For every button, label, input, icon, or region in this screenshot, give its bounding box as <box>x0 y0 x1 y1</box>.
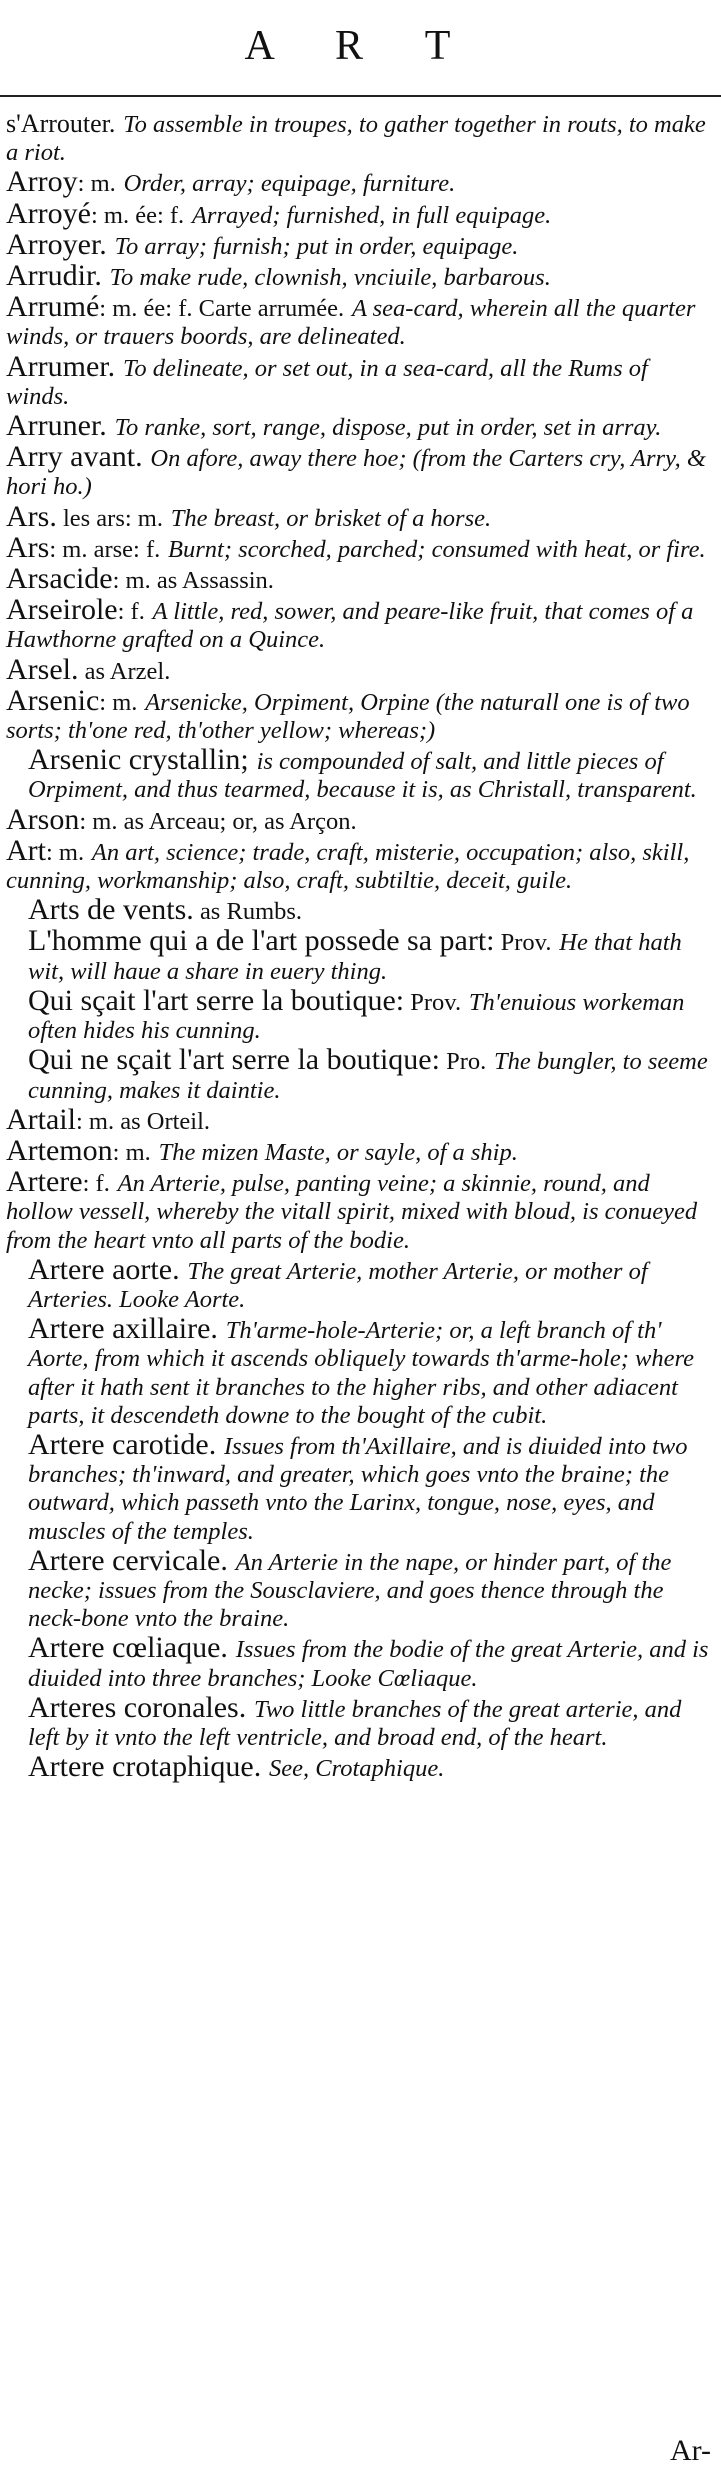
entry-definition: To delineate, or set out, in a sea-card, all the Rums of winds. <box>6 354 648 410</box>
entry-grammar: : m. as Orteil. <box>75 1107 211 1135</box>
entry-headword: s'Arrouter. <box>6 109 116 138</box>
entry-headword: Arroyé <box>6 196 91 230</box>
dictionary-entry <box>6 1102 712 1136</box>
entry-definition: Th'arme-hole-Arterie; or, a left branch of th' Aorte, from which it ascends obliquely towards th'arme-hole; where after it hath sent it branches to the higher ribs, and other adiacent parts, it descendeth downe to the bought of the cubit. <box>28 1317 694 1429</box>
entry-grammar: Pro. <box>439 1048 487 1076</box>
entry-grammar: : m. <box>112 1138 151 1166</box>
dictionary-entry <box>6 349 712 410</box>
entry-grammar: : f. <box>117 598 145 626</box>
dictionary-entry <box>6 562 712 596</box>
entry-definition: is compounded of salt, and little pieces of Orpiment, and thus tearmed, because it is, as Christall, transparent. <box>28 748 697 804</box>
entry-headword: Artere aorte. <box>28 1252 180 1286</box>
entry-definition: The mizen Maste, or sayle, of a ship. <box>158 1138 518 1166</box>
entry-headword: Qui sçait l'art serre la boutique: <box>28 983 405 1017</box>
dictionary-entry <box>6 1543 712 1633</box>
entry-definition: Th'enuious workeman often hides his cunning. <box>28 988 685 1045</box>
entry-grammar: : m. <box>99 688 138 716</box>
entry-headword: Artail <box>6 1102 76 1136</box>
dictionary-entry <box>6 1750 712 1784</box>
entry-headword: Arseirole <box>6 593 118 627</box>
entry-grammar: : m. ée: f. Carte arrumée. <box>99 295 345 323</box>
entry-definition: Arsenicke, Orpiment, Orpine (the naturall one is of two sorts; th'one red, th'other yellow; whereas;) <box>6 688 690 745</box>
entry-headword: L'homme qui a de l'art possede sa part: <box>28 924 495 958</box>
dictionary-entry <box>6 983 712 1045</box>
entry-headword: Arson <box>6 802 80 836</box>
header-rule <box>0 95 721 97</box>
entry-headword: Ars. <box>6 499 57 533</box>
dictionary-entry <box>6 924 712 985</box>
entry-headword: Artere axillaire. <box>28 1312 218 1346</box>
entry-headword: Arry avant. <box>6 440 143 474</box>
entry-headword: Artemon <box>6 1133 113 1167</box>
entry-headword: Artere crotaphique. <box>28 1750 262 1784</box>
dictionary-entry <box>6 409 712 443</box>
dictionary-entry <box>6 290 712 351</box>
entry-definition: Two little branches of the great arterie, and left by it vnto the left ventricle, and broad end, of the heart. <box>28 1695 682 1751</box>
dictionary-entry <box>6 833 712 895</box>
entry-definition: Issues from the bodie of the great Arterie, and is diuided into three branches; Looke Cœliaque. <box>28 1636 709 1692</box>
dictionary-entry <box>6 1427 712 1545</box>
entry-grammar: : m. arse: f. <box>49 535 161 563</box>
entry-grammar: Prov. <box>494 929 552 957</box>
entry-headword: Arroy <box>6 165 78 199</box>
dictionary-entry <box>6 1165 712 1254</box>
entry-headword: Arsenic <box>6 683 100 717</box>
dictionary-entry <box>6 259 712 293</box>
dictionary-entry <box>6 196 712 230</box>
dictionary-entry <box>6 593 712 654</box>
dictionary-entry <box>6 1043 712 1104</box>
entry-headword: Arrumer. <box>6 349 116 383</box>
entry-headword: Arsenic crystallin; <box>28 743 249 777</box>
entry-grammar: : m. as Arceau; or, as Arçon. <box>79 807 357 835</box>
dictionary-entry <box>6 1312 712 1429</box>
entry-definition: Issues from th'Axillaire, and is diuided into two branches; th'inward, and greater, which goes vnto the braine; the outward, which passeth vnto the Larinx, tongue, nose, eyes, and muscles of the temples. <box>28 1432 688 1545</box>
entry-grammar: : m. <box>46 838 85 866</box>
entry-headword: Arruner. <box>6 409 107 443</box>
entry-headword: Artere carotide. <box>28 1427 217 1461</box>
catchword: Ar- <box>669 2434 711 2467</box>
entry-definition: A sea-card, wherein all the quarter winds, or trauers boords, are delineated. <box>6 295 696 351</box>
entry-definition: Order, array; equipage, furniture. <box>123 170 456 198</box>
dictionary-entry <box>6 499 712 533</box>
dictionary-entry <box>6 1133 712 1167</box>
entry-headword: Artere <box>6 1165 83 1199</box>
entry-headword: Ars <box>6 530 50 564</box>
dictionary-entry <box>6 110 712 166</box>
entry-definition: An Arterie, pulse, panting veine; a skinnie, round, and hollow vessell, whereby the vitall spirit, mixed with bloud, is conueyed from the heart vnto all parts of the bodie. <box>6 1170 698 1254</box>
entry-headword: Arteres coronales. <box>28 1690 247 1724</box>
entry-headword: Arts de vents. <box>28 893 194 927</box>
dictionary-entry <box>6 683 712 745</box>
entry-definition: A little, red, sower, and peare-like fruit, that comes of a Hawthorne grafted on a Quince. <box>6 598 694 654</box>
dictionary-entry <box>6 227 712 261</box>
dictionary-entry <box>6 1690 712 1751</box>
dictionary-entry <box>6 802 712 836</box>
entry-headword: Arrumé <box>6 290 100 324</box>
entry-grammar: : m. ée: f. <box>90 201 185 229</box>
entry-definition: An art, science; trade, craft, misterie, occupation; also, skill, cunning, workmanship; also, craft, subtiltie, deceit, guile. <box>6 838 690 895</box>
dictionary-entry <box>6 165 712 199</box>
entry-grammar: : m. <box>77 170 116 198</box>
entry-list <box>6 110 712 1784</box>
entry-definition: The bungler, to seeme cunning, makes it daintie. <box>28 1048 708 1104</box>
entry-definition: To array; furnish; put in order, equipage. <box>114 232 519 260</box>
entry-definition: Arrayed; furnished, in full equipage. <box>191 201 552 229</box>
entry-headword: Art <box>6 833 46 867</box>
entry-grammar: : m. as Assassin. <box>112 567 274 595</box>
dictionary-entry <box>6 1631 712 1692</box>
entry-definition: The great Arterie, mother Arterie, or mother of Arteries. Looke Aorte. <box>28 1257 648 1313</box>
entry-grammar: Prov. <box>404 988 462 1016</box>
entry-headword: Arroyer. <box>6 227 107 261</box>
entry-headword: Artere cœliaque. <box>28 1631 228 1665</box>
entry-definition: The breast, or brisket of a horse. <box>170 504 492 532</box>
entry-headword: Qui ne sçait l'art serre la boutique: <box>28 1043 440 1077</box>
dictionary-entry <box>6 652 712 686</box>
dictionary-entry <box>6 1252 712 1313</box>
dictionary-entry <box>6 440 712 501</box>
entry-headword: Arsel. <box>6 652 79 686</box>
entry-definition: Burnt; scorched, parched; consumed with heat, or fire. <box>168 535 706 563</box>
entry-definition: He that hath wit, will haue a share in euery thing. <box>28 929 682 985</box>
dictionary-entry <box>6 530 712 564</box>
entry-grammar: as Arzel. <box>78 657 171 685</box>
entry-headword: Artere cervicale. <box>28 1543 228 1577</box>
entry-headword: Arsacide <box>6 562 113 596</box>
entry-definition: On afore, away there hoe; (from the Carters cry, Arry, & hori ho.) <box>6 445 706 501</box>
entry-headword: Arrudir. <box>6 259 102 293</box>
entry-grammar: : f. <box>82 1170 110 1198</box>
entry-definition: An Arterie in the nape, or hinder part, of the necke; issues from the Sousclaviere, and goes thence through the neck-bone vnto the braine. <box>28 1548 672 1633</box>
entry-definition: To assemble in troupes, to gather together in routs, to make a riot. <box>6 111 706 167</box>
entry-grammar: les ars: m. <box>56 504 163 532</box>
page-header: A R T <box>244 23 477 69</box>
entry-definition: See, Crotaphique. <box>269 1755 445 1783</box>
dictionary-entry <box>6 743 712 804</box>
entry-definition: To ranke, sort, range, dispose, put in order, set in array. <box>114 414 662 442</box>
entry-definition: To make rude, clownish, vnciuile, barbarous. <box>109 264 551 292</box>
dictionary-entry <box>6 893 712 927</box>
entry-grammar: as Rumbs. <box>193 898 303 926</box>
